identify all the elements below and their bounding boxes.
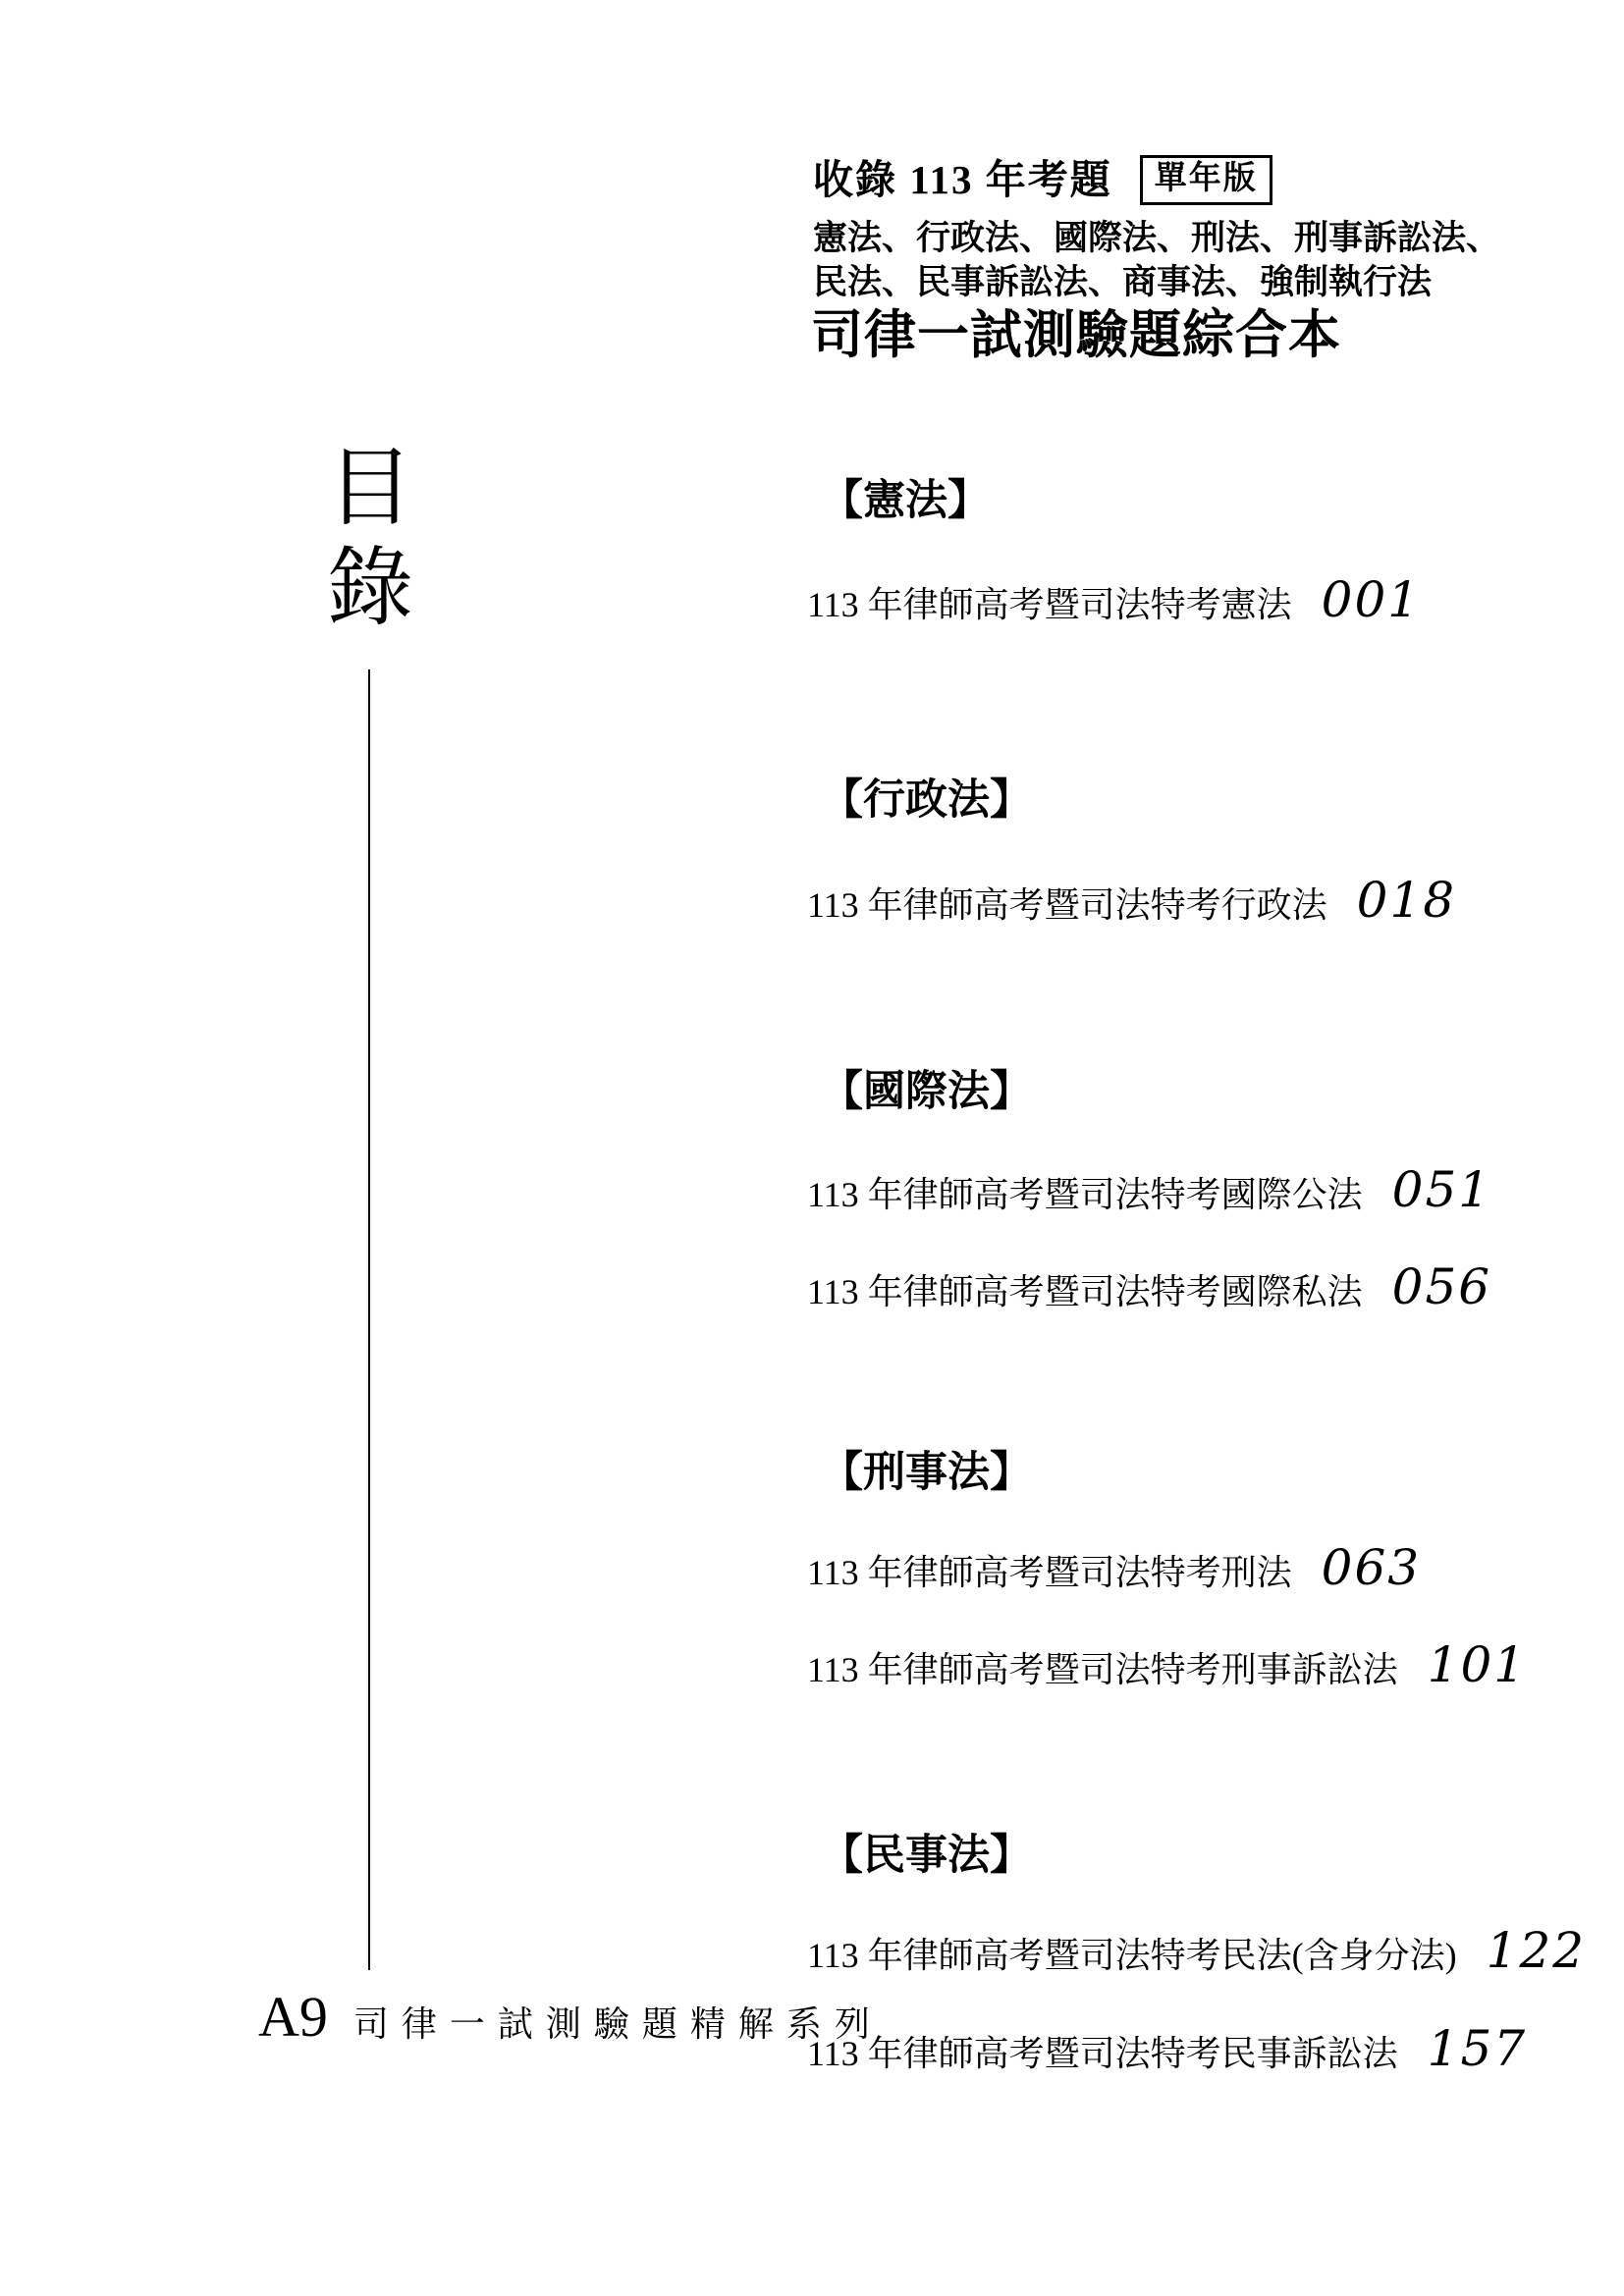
- series-code: A9: [258, 1985, 328, 2049]
- toc-entry: [807, 1161, 1492, 1218]
- entry-label: 113 年律師高考暨司法特考憲法: [807, 585, 1292, 624]
- entry-page-number: 051: [1391, 1161, 1492, 1218]
- section-title-criminal-law: 【刑事法】: [821, 1450, 1032, 1496]
- section-title-constitution: 【憲法】: [821, 478, 990, 524]
- entry-page-number: 101: [1427, 1636, 1528, 1693]
- entry-page-number: 157: [1427, 2020, 1528, 2077]
- entry-label: 113 年律師高考暨司法特考民事訴訟法: [807, 2034, 1398, 2073]
- toc-entry: [807, 1258, 1492, 1315]
- entry-label: 113 年律師高考暨司法特考國際私法: [807, 1272, 1363, 1311]
- entry-label: 113 年律師高考暨司法特考行政法: [807, 885, 1327, 925]
- section-title-administrative-law: 【行政法】: [821, 777, 1032, 824]
- entry-page-number: 018: [1356, 872, 1457, 929]
- toc-title-char-1: 目: [326, 442, 413, 537]
- toc-entry: [807, 1922, 1587, 1979]
- section-title-civil-law: 【民事法】: [821, 1833, 1032, 1879]
- entry-page-number: 056: [1391, 1258, 1492, 1315]
- entry-label: 113 年律師高考暨司法特考民法(含身分法): [807, 1936, 1457, 1975]
- toc-entry: [807, 872, 1457, 929]
- entry-page-number: 001: [1321, 571, 1422, 628]
- entry-label: 113 年律師高考暨司法特考國際公法: [807, 1175, 1363, 1214]
- edition-badge: 單年版: [1140, 155, 1272, 205]
- section-title-international-law: 【國際法】: [821, 1069, 1032, 1115]
- subjects-line-2: 民法、民事訴訟法、商事法、強制執行法: [813, 263, 1433, 301]
- entry-label: 113 年律師高考暨司法特考刑事訴訟法: [807, 1650, 1398, 1689]
- book-title: 司律一試測驗題綜合本: [811, 307, 1341, 364]
- toc-entry: [807, 571, 1422, 628]
- toc-title: [316, 440, 424, 640]
- entry-page-number: 063: [1321, 1539, 1422, 1596]
- toc-entry: [807, 1636, 1528, 1693]
- series-name: 司律一試測驗題精解系列: [352, 2004, 883, 2044]
- entry-label: 113 年律師高考暨司法特考刑法: [807, 1553, 1292, 1592]
- toc-divider-line: [368, 669, 370, 1970]
- toc-entry: [807, 2020, 1528, 2077]
- toc-title-char-2: 錄: [326, 542, 413, 638]
- footer: [258, 1985, 883, 2049]
- entry-page-number: 122: [1486, 1922, 1587, 1979]
- header: [813, 155, 1272, 205]
- subjects-line-1: 憲法、行政法、國際法、刑法、刑事訴訟法、: [813, 219, 1501, 257]
- toc-entry: [807, 1539, 1422, 1596]
- collection-note: 收錄 113 年考題: [813, 157, 1112, 202]
